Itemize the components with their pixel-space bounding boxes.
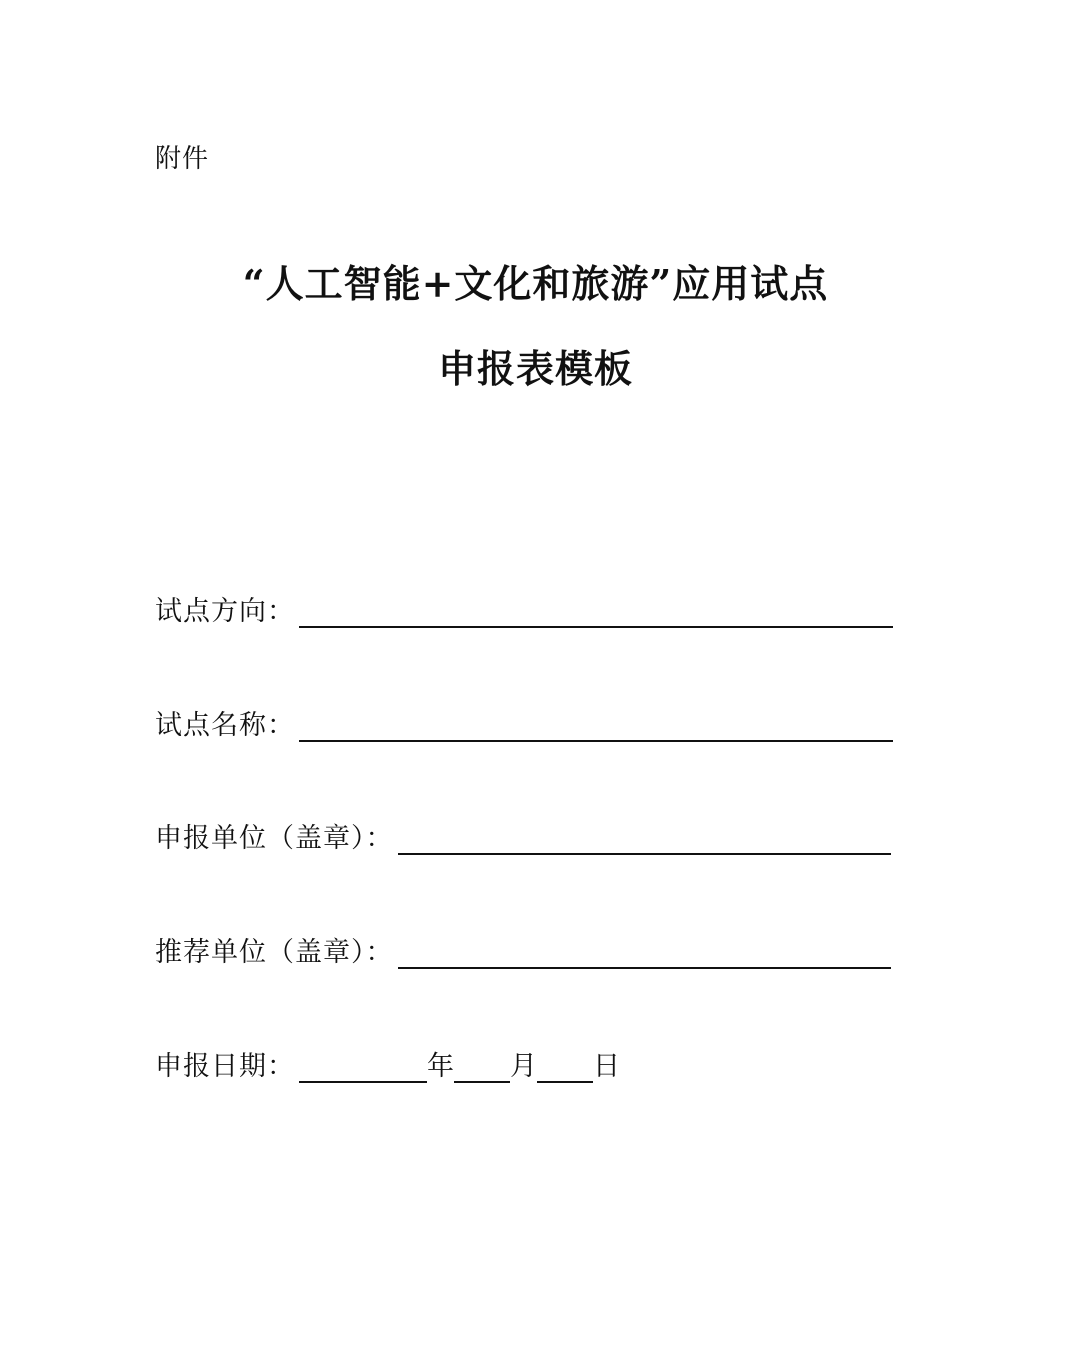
field-recommender [155, 935, 891, 971]
field-applicant-blank[interactable] [398, 823, 891, 855]
field-date [155, 1049, 620, 1085]
field-recommender-label: 推荐单位（盖章）： [155, 937, 394, 968]
field-name-blank[interactable] [299, 710, 893, 742]
field-applicant [155, 821, 891, 857]
field-date-label: 申报日期： [155, 1051, 295, 1082]
field-date-year-blank[interactable] [299, 1051, 427, 1083]
field-direction-blank[interactable] [299, 596, 893, 628]
document-title-line-2: 申报表模板 [437, 346, 633, 391]
field-recommender-blank[interactable] [398, 937, 891, 969]
field-date-day-blank[interactable] [537, 1051, 593, 1083]
field-direction [155, 594, 893, 630]
field-date-month-blank[interactable] [454, 1051, 510, 1083]
document-title-line-1: “人工智能+文化和旅游”应用试点 [242, 261, 829, 306]
field-name-label: 试点名称： [155, 710, 295, 741]
field-direction-label: 试点方向： [155, 596, 295, 627]
field-date-year-unit: 年 [427, 1051, 454, 1082]
attachment-label: 附件 [155, 144, 210, 174]
field-name [155, 708, 893, 744]
field-applicant-label: 申报单位（盖章）： [155, 823, 394, 854]
field-date-day-unit: 日 [593, 1051, 620, 1082]
field-date-month-unit: 月 [510, 1051, 537, 1082]
